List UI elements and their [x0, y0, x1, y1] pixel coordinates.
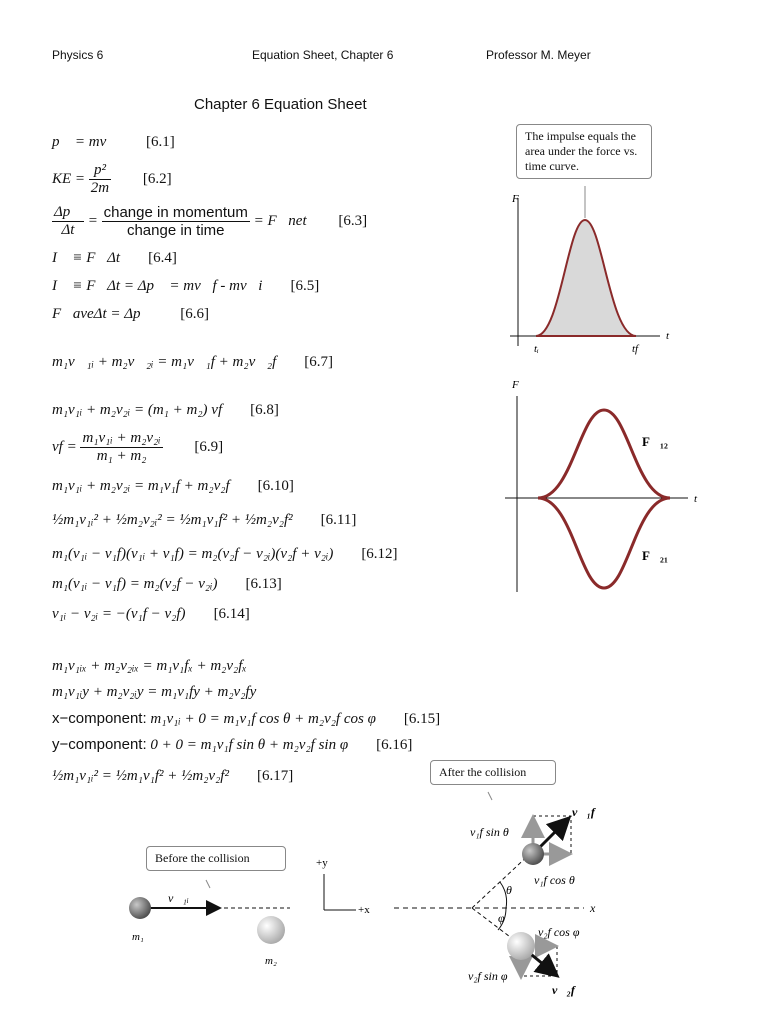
equation-6-16: y−component: 0 + 0 = m₁v₁f sin θ + m₂v₂f sin φ [6.16]: [52, 736, 413, 753]
equation-6-14: v₁ᵢ − v₂ᵢ = −(v₁f − v₂f) [6.14]: [52, 606, 250, 622]
v1i-label: v⃗₁ᵢ: [168, 891, 189, 905]
force-y-label: F: [512, 379, 519, 391]
equation-6-13: m₁(v₁ᵢ − v₁f) = m₂(v₂f − v₂ᵢ) [6.13]: [52, 576, 282, 592]
equation-6-10: m₁v₁ᵢ + m₂v₂ᵢ = m₁v₁f + m₂v₂f [6.10]: [52, 478, 294, 494]
impulse-x-label: t: [666, 330, 670, 342]
equation-6-6: F⃗aveΔt = Δp⃗ [6.6]: [52, 306, 209, 322]
force-f12-label: F⃗₁₂: [642, 434, 668, 449]
equation-6-17: ½m₁v₁ᵢ² = ½m₁v₁f² + ½m₂v₂f² [6.17]: [52, 768, 294, 784]
force-f12-curve: [538, 410, 670, 498]
m2-label: m₂: [265, 955, 277, 967]
m1-label: m₁: [132, 931, 144, 943]
collision-figure: [0, 780, 768, 1010]
force-x-label: t: [694, 493, 698, 505]
v2f-cos-label: v₂f cos φ: [538, 925, 580, 939]
equation-6-11: ½m₁v₁ᵢ² + ½m₂v₂ᵢ² = ½m₁v₁f² + ½m₂v₂f² [6.11]: [52, 512, 357, 528]
mass-1-ball: [129, 897, 151, 919]
header-professor: Professor M. Meyer: [486, 48, 591, 62]
x-axis-label: x: [590, 901, 596, 915]
impulse-tf-label: tf: [632, 343, 639, 355]
header-course: Physics 6: [52, 48, 104, 62]
equation-6-1: p⃗ = mv⃗ [6.1]: [52, 134, 175, 150]
equation-6-2: KE = $\frac{\text{p²}}{2m}$ [6.2]: [52, 162, 172, 196]
mass-2-ball-after: [507, 932, 535, 960]
mass-2-ball: [257, 916, 285, 944]
equation-6-4: I⃗ ≡ F⃗Δt [6.4]: [52, 250, 177, 266]
after-collision-callout: After the collision: [430, 760, 556, 785]
force-pair-figure: [500, 376, 710, 606]
impulse-figure: [500, 186, 690, 366]
impulse-curve: [536, 220, 636, 336]
plus-y-label: +y: [316, 857, 328, 869]
plus-x-label: +x: [358, 904, 370, 916]
impulse-y-label: F: [512, 193, 519, 205]
equation-6-9: vf = $\frac{\text{m₁v₁ᵢ + m₂v₂ᵢ}}{\text{m₁ + m₂}}$ [6.9]: [52, 430, 224, 464]
v2f-sin-label: v₂f sin φ: [468, 969, 508, 983]
v2f-label: v⃗₂f: [552, 983, 575, 997]
equation-6-8: m₁v₁ᵢ + m₂v₂ᵢ = (m₁ + m₂) vf [6.8]: [52, 402, 279, 418]
equation-6-7: m₁v⃗₁ᵢ + m₂v⃗₂ᵢ = m₁v⃗₁f + m₂v⃗₂f [6.7]: [52, 354, 334, 370]
force-f21-curve: [538, 498, 670, 588]
equation-6-5: I⃗ ≡ F⃗Δt = Δp⃗ = mv⃗f - mv⃗i [6.5]: [52, 278, 320, 294]
equation-x-momentum: m₁v₁ᵢₓ + m₂v₂ᵢₓ = m₁v₁fₓ + m₂v₂fₓ: [52, 658, 247, 674]
impulse-ti-label: tᵢ: [534, 343, 539, 355]
equation-6-12: m₁(v₁ᵢ − v₁f)(v₁ᵢ + v₁f) = m₂(v₂f − v₂ᵢ)(v₂f + v₂ᵢ) [6.12]: [52, 546, 398, 562]
page-title: Chapter 6 Equation Sheet: [194, 96, 367, 113]
mass-1-ball-after: [522, 843, 544, 865]
before-collision-callout: Before the collision: [146, 846, 286, 871]
force-f21-label: F⃗₂₁: [642, 548, 668, 563]
header-sheet: Equation Sheet, Chapter 6: [252, 48, 394, 62]
equation-6-15: x−component: m₁v₁ᵢ + 0 = m₁v₁f cos θ + m₂v₂f cos φ [6.15]: [52, 710, 441, 727]
impulse-callout: The impulse equals the area under the force vs. time curve.: [516, 124, 652, 179]
v1f-cos-label: v₁f cos θ: [534, 873, 575, 887]
v1f-label: v⃗₁f: [572, 805, 595, 819]
equation-6-3: $\frac{\Delta p⃗}{\Delta t}$ = $\frac{\text{change in momentum}}{\text{change in time}}$ = F⃗net [6.3]: [54, 204, 368, 239]
phi-label: φ: [498, 911, 505, 925]
v1f-sin-label: v₁f sin θ: [470, 825, 509, 839]
theta-label: θ: [506, 883, 512, 897]
equation-y-momentum: m₁v₁ᵢy + m₂v₂ᵢy = m₁v₁fy + m₂v₂fy: [52, 684, 257, 700]
